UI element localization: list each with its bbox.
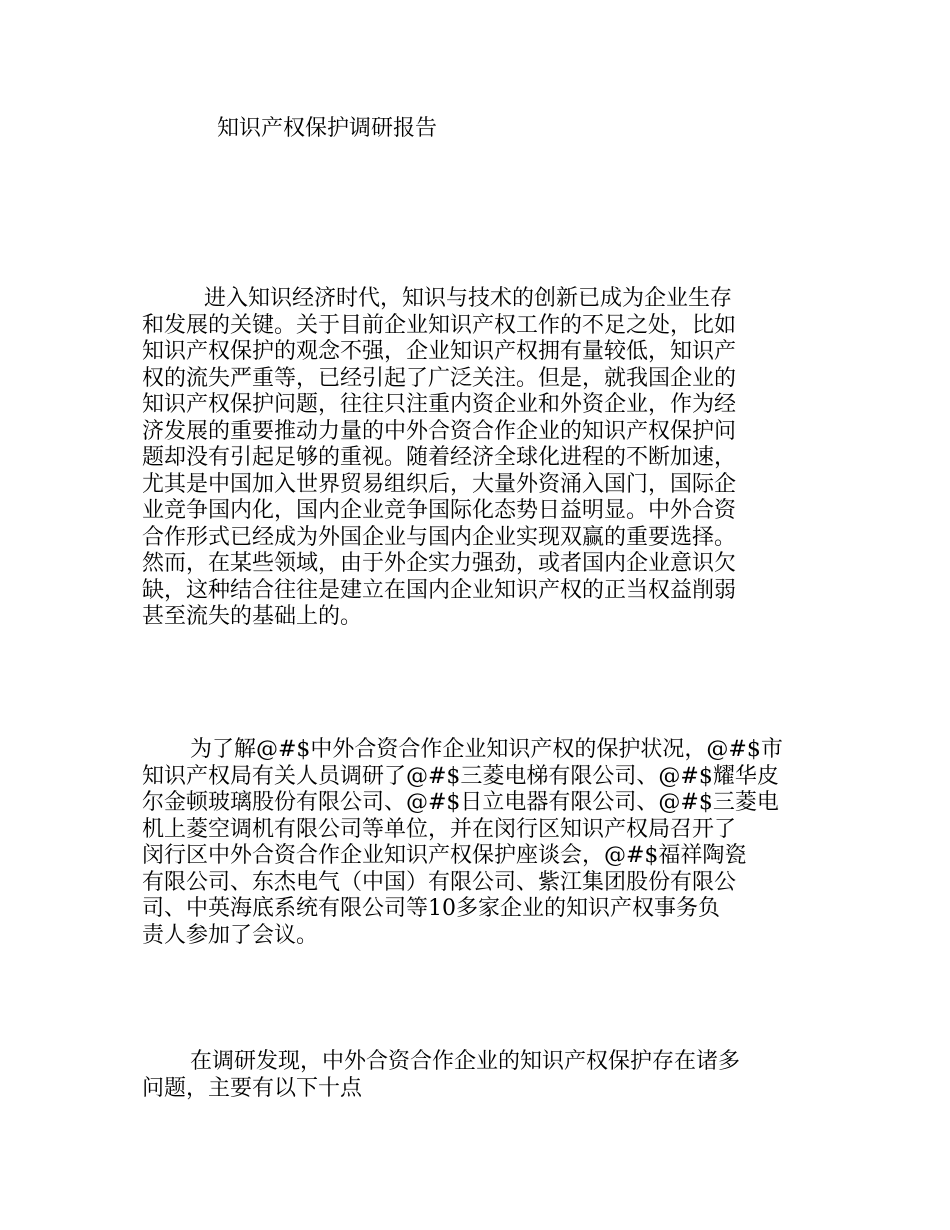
text-line: 机上菱空调机有限公司等单位，并在闵行区知识产权局召开了 [142, 816, 737, 842]
document-title: 知识产权保护调研报告 [217, 116, 438, 141]
text-line: 闵行区中外合资合作企业知识产权保护座谈会，@#$福祥陶瓷 [142, 843, 747, 868]
text-line: 合作形式已经成为外国企业与国内企业实现双赢的重要选择。 [142, 524, 737, 550]
text-line: 知识产权局有关人员调研了@#$三菱电梯有限公司、@#$耀华皮 [142, 763, 779, 789]
text-line: 和发展的关键。关于目前企业知识产权工作的不足之处，比如 [142, 312, 737, 338]
paragraph-intro [142, 286, 814, 631]
text-line: 为了解@#$中外合资合作企业知识产权的保护状况，@#$市 [190, 737, 783, 762]
paragraph-survey [142, 737, 814, 949]
text-line: 司、中英海底系统有限公司等10多家企业的知识产权事务负 [142, 896, 720, 921]
text-line: 然而，在某些领域，由于外企实力强劲，或者国内企业意识欠 [142, 551, 737, 576]
text-line: 权的流失严重等，已经引起了广泛关注。但是，就我国企业的 [142, 365, 737, 391]
text-line: 进入知识经济时代，知识与技术的创新已成为企业生存 [204, 286, 733, 311]
text-line: 尤其是中国加入世界贸易组织后，大量外资涌入国门，国际企 [142, 471, 737, 497]
paragraph-findings [142, 1049, 814, 1102]
text-line: 济发展的重要推动力量的中外合资合作企业的知识产权保护问 [142, 418, 737, 444]
text-line: 知识产权保护的观念不强，企业知识产权拥有量较低，知识产 [142, 339, 737, 364]
text-line: 尔金顿玻璃股份有限公司、@#$日立电器有限公司、@#$三菱电 [142, 790, 779, 815]
text-line: 在调研发现，中外合资合作企业的知识产权保护存在诸多 [190, 1049, 741, 1074]
text-line: 问题，主要有以下十点 [142, 1075, 363, 1101]
text-line: 甚至流失的基础上的。 [142, 604, 363, 629]
text-line: 题却没有引起足够的重视。随着经济全球化进程的不断加速， [142, 445, 737, 470]
text-line: 有限公司、东杰电气（中国）有限公司、紫江集团股份有限公 [142, 869, 737, 895]
text-line: 业竞争国内化，国内企业竞争国际化态势日益明显。中外合资 [142, 498, 737, 523]
text-line: 责人参加了会议。 [142, 922, 319, 948]
text-line: 知识产权保护问题，往往只注重内资企业和外资企业，作为经 [142, 392, 737, 417]
text-line: 缺，这种结合往往是建立在国内企业知识产权的正当权益削弱 [142, 577, 737, 603]
